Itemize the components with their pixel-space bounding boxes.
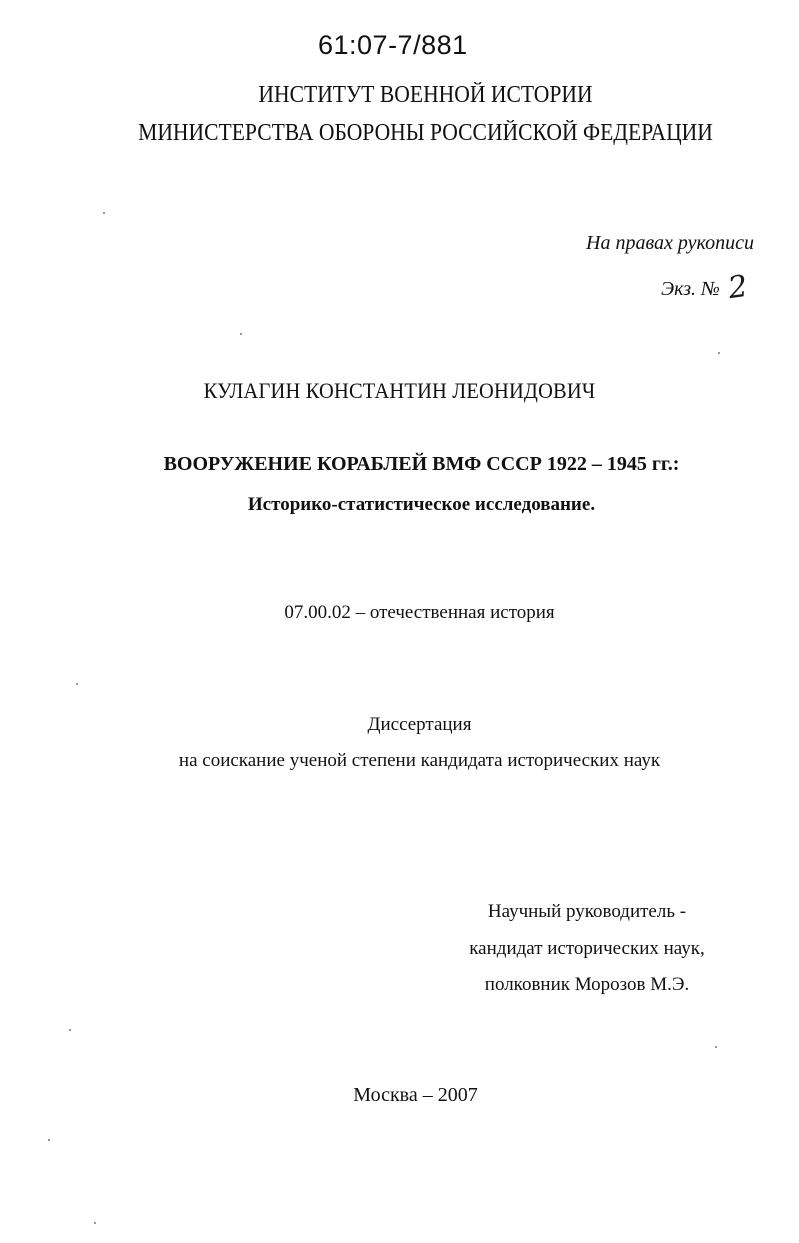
scan-speck [715, 1046, 717, 1048]
document-type: Диссертация [367, 714, 472, 735]
scan-speck [94, 1222, 96, 1224]
supervisor-degree: кандидат исторических наук, [469, 938, 705, 959]
ministry-name: МИНИСТЕРСТВА ОБОРОНЫ РОССИЙСКОЙ ФЕДЕРАЦИИ [138, 120, 713, 146]
archive-stamp: 61:07-7/881 [318, 30, 468, 60]
thesis-title: ВООРУЖЕНИЕ КОРАБЛЕЙ ВМФ СССР 1922 – 1945 гг.: [163, 453, 680, 475]
specialty-code: 07.00.02 – отечественная история [284, 602, 555, 623]
copy-number-handwritten: 2 [725, 268, 750, 307]
scan-speck [76, 683, 78, 685]
copy-number-label: Экз. № [661, 278, 720, 300]
supervisor-name: полковник Морозов М.Э. [484, 974, 690, 995]
scan-speck [103, 212, 105, 214]
supervisor-role: Научный руководитель - [487, 901, 687, 922]
manuscript-rights-note: На правах рукописи [586, 232, 754, 254]
copy-number-line [661, 268, 750, 307]
author-name: КУЛАГИН КОНСТАНТИН ЛЕОНИДОВИЧ [203, 378, 596, 403]
scan-speck [240, 333, 242, 335]
city-year: Москва – 2007 [353, 1084, 478, 1106]
scan-speck [69, 1029, 71, 1031]
degree-purpose: на соискание ученой степени кандидата исторических наук [178, 750, 661, 771]
scan-speck [718, 352, 720, 354]
institute-name: ИНСТИТУТ ВОЕННОЙ ИСТОРИИ [258, 82, 593, 108]
scan-speck [48, 1139, 50, 1141]
thesis-subtitle: Историко-статистическое исследование. [247, 494, 596, 515]
